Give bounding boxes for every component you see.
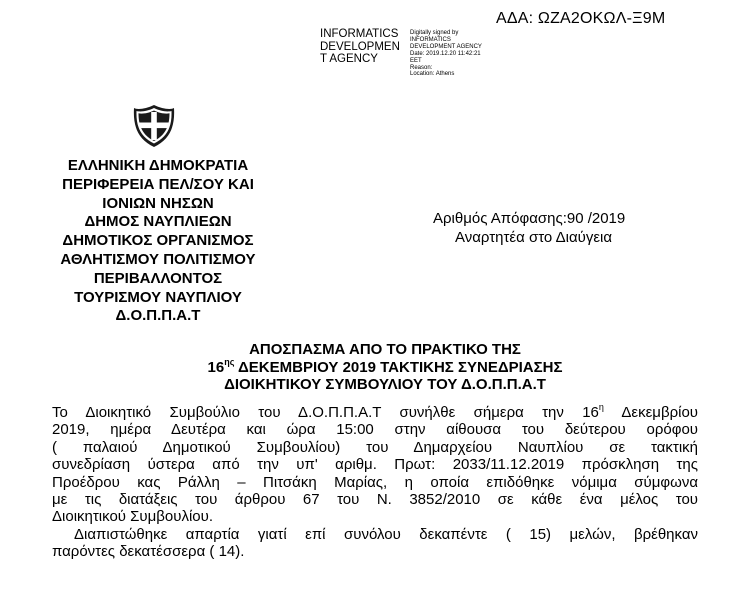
header-line: Δ.Ο.Π.Π.Α.Τ xyxy=(115,307,201,325)
document-body xyxy=(52,404,698,561)
decision-info xyxy=(433,210,673,247)
title-day: 16 xyxy=(207,358,225,376)
body-line: Διαπιστώθηκε απαρτία γιατί επί συνόλου δεκαπέντε ( 15) μελών, βρέθηκαν xyxy=(74,525,698,543)
ada-code: ΑΔΑ: ΩΖΑ2ΟΚΩΛ-Ξ9Μ xyxy=(496,10,666,27)
header-line: ΠΕΡΙΒΑΛΛΟΝΤΟΣ xyxy=(93,269,223,287)
signature-name-line: T AGENCY xyxy=(320,53,378,65)
title-line-2 xyxy=(120,356,650,377)
signature-details xyxy=(410,30,530,78)
issuing-authority-header xyxy=(40,157,276,326)
body-day-suffix: η xyxy=(598,402,604,412)
signature-detail-line: Digitally signed by xyxy=(410,30,459,36)
signature-name-line: INFORMATICS xyxy=(320,28,399,40)
body-line: ( παλαιού Δημοτικού Συμβουλίου) του Δημαρχείου Ναυπλίου σε τακτική xyxy=(52,438,698,456)
header-line: ΑΘΛΗΤΙΣΜΟΥ ΠΟΛΙΤΙΣΜΟΥ xyxy=(60,250,256,268)
decision-number: Αριθμός Απόφασης:90 /2019 xyxy=(433,210,626,227)
header-line: ΔΗΜΟΣ ΝΑΥΠΛΙΕΩΝ xyxy=(84,213,232,231)
title-line-2-rest: ΔΕΚΕΜΒΡΙΟΥ 2019 ΤΑΚΤΙΚΗΣ ΣΥΝΕΔΡΙΑΣΗΣ xyxy=(234,358,563,376)
signature-name-line: DEVELOPMEN xyxy=(320,40,400,53)
signature-detail-line: DEVELOPMENT AGENCY xyxy=(410,43,482,50)
signature-name xyxy=(320,28,410,66)
body-line: Διοικητικού Συμβουλίου. xyxy=(52,508,213,526)
posting-note: Αναρτητέα στο Διαύγεια xyxy=(455,228,613,246)
header-line: ΙΟΝΙΩΝ ΝΗΣΩΝ xyxy=(102,194,214,212)
body-line: 2019, ημέρα Δευτέρα και ώρα 15:00 στην αίθουσα του δεύτερου ορόφου xyxy=(52,421,698,439)
signature-detail-line: INFORMATICS xyxy=(410,36,451,43)
hellenic-republic-emblem-icon xyxy=(131,103,177,149)
signature-detail-line: Location: Athens xyxy=(410,71,455,78)
document-title xyxy=(120,341,650,394)
header-line: ΠΕΡΙΦΕΡΕΙΑ ΠΕΛ/ΣΟΥ ΚΑΙ xyxy=(62,175,254,193)
body-line: συνεδρίαση ύστερα από την υπ' αριθμ. Πρωτ: 2033/11.12.2019 πρόσκληση της xyxy=(52,456,698,474)
signature-detail-line: Date: 2019.12.20 11:42:21 xyxy=(410,50,481,57)
body-line: με τις διατάξεις του άρθρου 67 του Ν. 3852/2010 σε κάθε ένα μέλος του xyxy=(52,491,698,509)
body-line: παρόντες δεκατέσσερα ( 14). xyxy=(52,543,245,561)
title-day-suffix: ης xyxy=(224,356,235,367)
body-line xyxy=(52,404,698,421)
header-line: ΤΟΥΡΙΣΜΟΥ ΝΑΥΠΛΙΟΥ xyxy=(74,288,242,306)
body-line: Προέδρου κας Ράλλη – Πιτσάκη Μαρίας, η οποία επιδόθηκε νόμιμα σύμφωνα xyxy=(52,473,698,491)
body-text: Το Διοικητικό Συμβούλιο του Δ.Ο.Π.Π.Α.Τ συνήλθε σήμερα την 16 xyxy=(52,404,599,421)
header-line: ΔΗΜΟΤΙΚΟΣ ΟΡΓΑΝΙΣΜΟΣ xyxy=(62,232,254,250)
signature-detail-line: Reason: xyxy=(410,64,433,71)
body-text: Δεκεμβρίου xyxy=(603,404,698,421)
title-line-3: ΔΙΟΙΚΗΤΙΚΟΥ ΣΥΜΒΟΥΛΙΟΥ ΤΟΥ Δ.Ο.Π.Π.Α.Τ xyxy=(224,376,546,393)
header-line: ΕΛΛΗΝΙΚΗ ΔΗΜΟΚΡΑΤΙΑ xyxy=(67,157,249,174)
signature-detail-line: EET xyxy=(410,57,422,64)
title-line-1: ΑΠΟΣΠΑΣΜΑ ΑΠΟ ΤΟ ΠΡΑΚΤΙΚΟ ΤΗΣ xyxy=(249,341,521,358)
